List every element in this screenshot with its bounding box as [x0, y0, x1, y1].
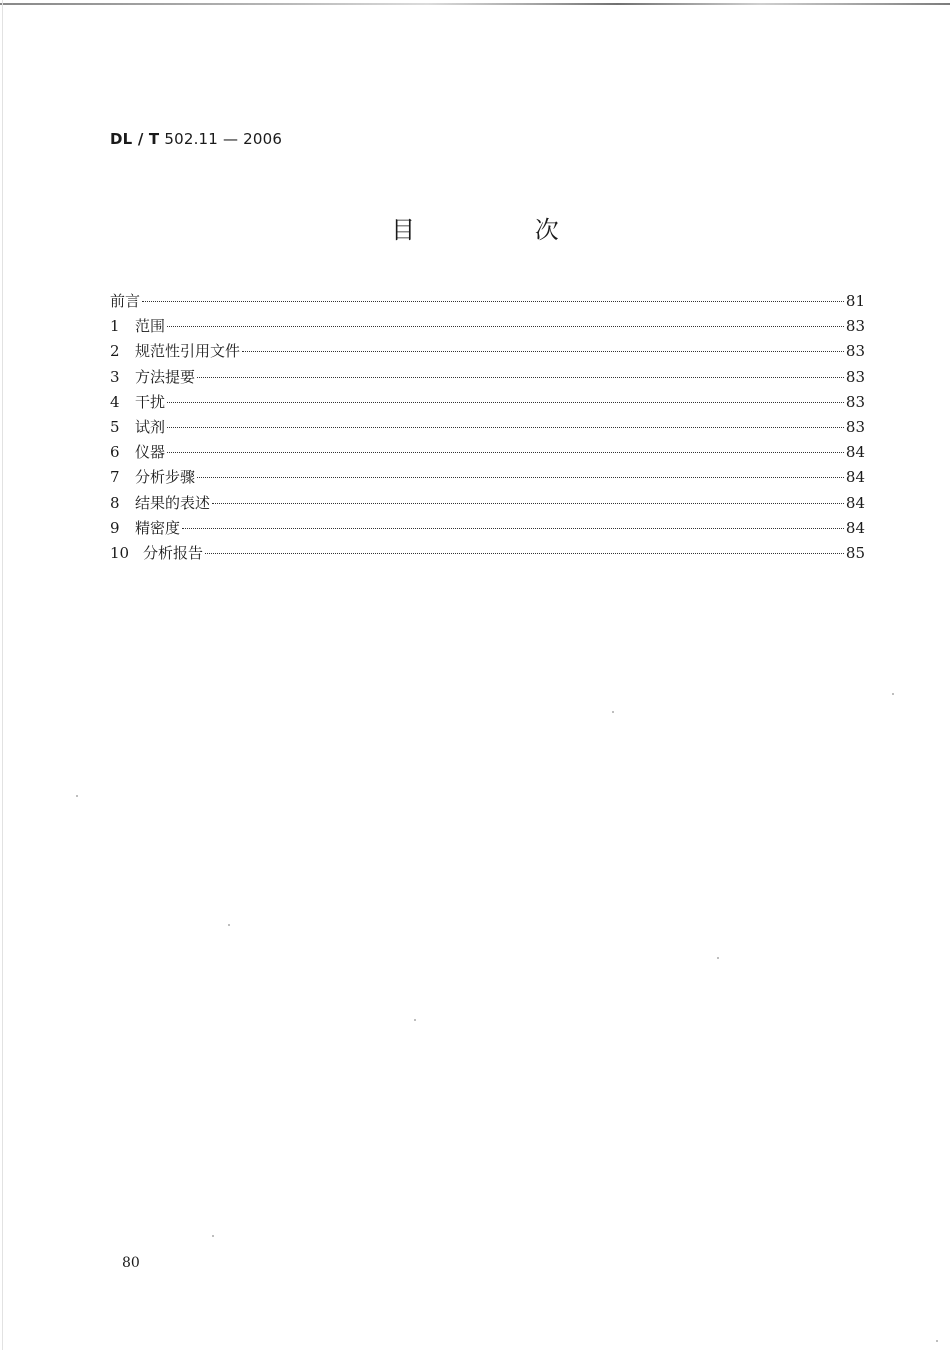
scan-edge-left — [2, 0, 3, 1350]
toc-item-label: 分析步骤 — [135, 468, 196, 487]
standard-code-number: 502.11 — 2006 — [164, 130, 283, 148]
toc-item-page: 83 — [845, 392, 865, 411]
toc-leader-dots — [167, 452, 844, 453]
standard-code-prefix: DL / T — [110, 130, 160, 148]
toc-item-page: 81 — [845, 292, 865, 310]
scan-speck — [76, 795, 78, 797]
toc-item-label: 试剂 — [135, 417, 166, 436]
toc-item-page: 83 — [845, 317, 865, 336]
toc-item-page: 84 — [845, 493, 865, 512]
toc-item-8[interactable] — [110, 491, 865, 516]
toc-item-9[interactable] — [110, 516, 865, 541]
scan-speck — [717, 957, 719, 959]
toc-item-label: 范围 — [135, 317, 166, 336]
toc-item-number: 1 — [110, 317, 120, 336]
toc-item-3[interactable] — [110, 365, 865, 390]
toc-item-label: 前言 — [110, 292, 141, 310]
toc-item-1[interactable] — [110, 314, 865, 339]
toc-item-2[interactable] — [110, 339, 865, 364]
toc-leader-dots — [212, 503, 844, 504]
toc-item-7[interactable] — [110, 465, 865, 490]
toc-item-page: 83 — [845, 417, 865, 436]
page-title: 目 次 — [391, 216, 615, 244]
scan-edge-top — [0, 3, 950, 5]
toc-item-label: 精密度 — [135, 518, 181, 537]
toc-item-number: 6 — [110, 443, 120, 462]
toc-leader-dots — [197, 477, 844, 478]
scan-speck — [212, 1235, 214, 1237]
toc-item-page: 83 — [845, 342, 865, 361]
toc-item-number: 2 — [110, 342, 120, 361]
toc-item-label: 结果的表述 — [135, 493, 211, 512]
scan-speck — [936, 1340, 938, 1342]
toc-item-page: 85 — [845, 543, 865, 562]
toc-item-number: 10 — [110, 543, 130, 562]
toc-item-5[interactable] — [110, 415, 865, 440]
toc-item-label: 分析报告 — [143, 543, 204, 562]
toc-item-6[interactable] — [110, 440, 865, 465]
toc-leader-dots — [142, 301, 844, 302]
toc-leader-dots — [182, 528, 844, 529]
toc-item-label: 规范性引用文件 — [135, 342, 241, 361]
toc-leader-dots — [167, 326, 844, 327]
page-number: 80 — [122, 1255, 140, 1271]
toc-item-10[interactable] — [110, 541, 865, 566]
toc-item-number: 8 — [110, 493, 120, 512]
toc-leader-dots — [242, 351, 844, 352]
toc-item-foreword[interactable] — [110, 289, 865, 314]
toc-leader-dots — [197, 377, 844, 378]
scan-speck — [414, 1019, 416, 1021]
scan-speck — [228, 924, 230, 926]
scan-speck — [892, 693, 894, 695]
toc-leader-dots — [205, 553, 844, 554]
toc-item-number: 7 — [110, 468, 120, 487]
toc-leader-dots — [167, 402, 844, 403]
toc-item-page: 83 — [845, 367, 865, 386]
toc-item-page: 84 — [845, 468, 865, 487]
toc-item-number: 3 — [110, 367, 120, 386]
toc-item-label: 仪器 — [135, 443, 166, 462]
toc-item-page: 84 — [845, 443, 865, 462]
toc-item-number: 5 — [110, 417, 120, 436]
scan-speck — [612, 711, 614, 713]
toc-item-4[interactable] — [110, 390, 865, 415]
toc-item-number: 9 — [110, 518, 120, 537]
toc-leader-dots — [167, 427, 844, 428]
toc-item-number: 4 — [110, 392, 120, 411]
toc-item-label: 方法提要 — [135, 367, 196, 386]
table-of-contents — [110, 289, 865, 566]
standard-code — [110, 130, 282, 148]
toc-item-page: 84 — [845, 518, 865, 537]
toc-item-label: 干扰 — [135, 392, 166, 411]
